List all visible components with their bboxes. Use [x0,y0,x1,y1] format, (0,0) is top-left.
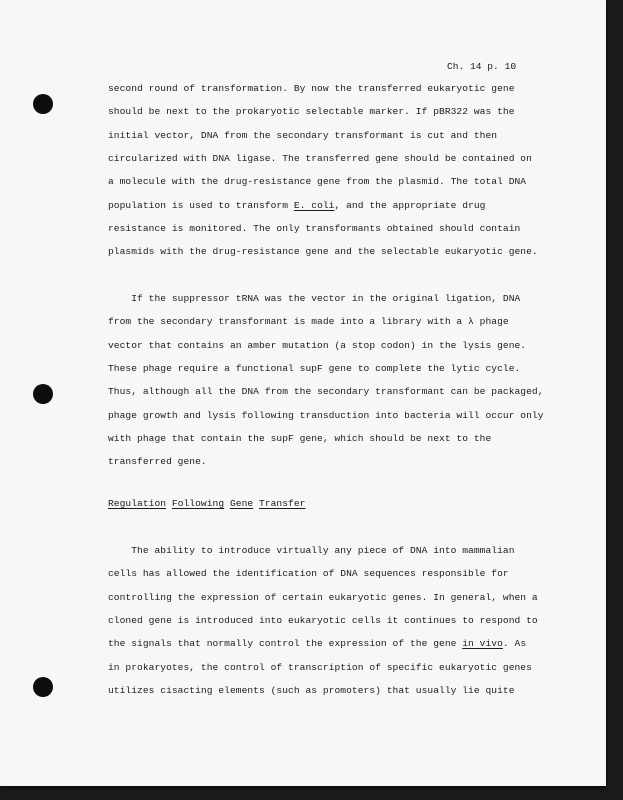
text-line: utilizes cisacting elements (such as promoters) that usually lie quite [108,684,515,696]
text-line: controlling the expression of certain eukaryotic genes. In general, when a [108,591,538,603]
scan-background-right [605,0,623,800]
text-line: plasmids with the drug-resistance gene and the selectable eukaryotic gene. [108,246,538,258]
text-line: from the secondary transformant is made into a library with a λ phage [108,316,509,328]
text-line: in prokaryotes, the control of transcription of specific eukaryotic genes [108,661,532,673]
section-heading [108,497,305,511]
heading-word: Transfer [259,498,306,509]
text-line: These phage require a functional supF gene to complete the lytic cycle. [108,362,521,374]
text-line [108,199,486,213]
text-line: cells has allowed the identification of DNA sequences responsible for [108,568,509,580]
heading-word: Following [171,498,225,509]
text-line: The ability to introduce virtually any piece of DNA into mammalian [108,545,515,556]
text-line: cloned gene is introduced into eukaryotic cells it continues to respond to [108,614,538,626]
text-line: phage growth and lysis following transduction into bacteria will occur only [108,409,544,421]
text-line: with phage that contain the supF gene, which should be next to the [108,432,492,444]
text-line: resistance is monitored. The only transformants obtained should contain [108,222,521,234]
text-line: second round of transformation. By now the transferred eukaryotic gene [108,83,515,94]
punch-hole [33,384,53,404]
scan-background-bottom [0,790,623,800]
punch-hole [33,677,53,697]
text-span: population is used to transform [108,199,294,211]
text-line: circularized with DNA ligase. The transferred gene should be contained on [108,152,532,164]
text-line: initial vector, DNA from the secondary transformant is cut and then [108,129,498,141]
text-line: If the suppressor tRNA was the vector in the original ligation, DNA [108,293,521,304]
text-line: transferred gene. [108,456,207,468]
text-span: . As [502,638,527,650]
text-line: a molecule with the drug-resistance gene from the plasmid. The total DNA [108,176,527,188]
heading-word: Regulation [108,498,167,509]
text-line: Thus, although all the DNA from the secondary transformant can be packaged, [108,386,544,398]
underlined-term: E. coli [293,199,335,211]
page-reference: Ch. 14 p. 10 [447,61,517,72]
text-span: the signals that normally control the expression of the gene [108,638,463,650]
text-line: vector that contains an amber mutation (a stop codon) in the lysis gene. [108,339,527,351]
punch-hole [33,94,53,114]
text-line: should be next to the prokaryotic selectable marker. If pBR322 was the [108,106,515,118]
underlined-term: in vivo [462,638,503,650]
text-span: , and the appropriate drug [334,199,486,211]
text-line [108,637,526,651]
heading-word: Gene [229,498,254,509]
